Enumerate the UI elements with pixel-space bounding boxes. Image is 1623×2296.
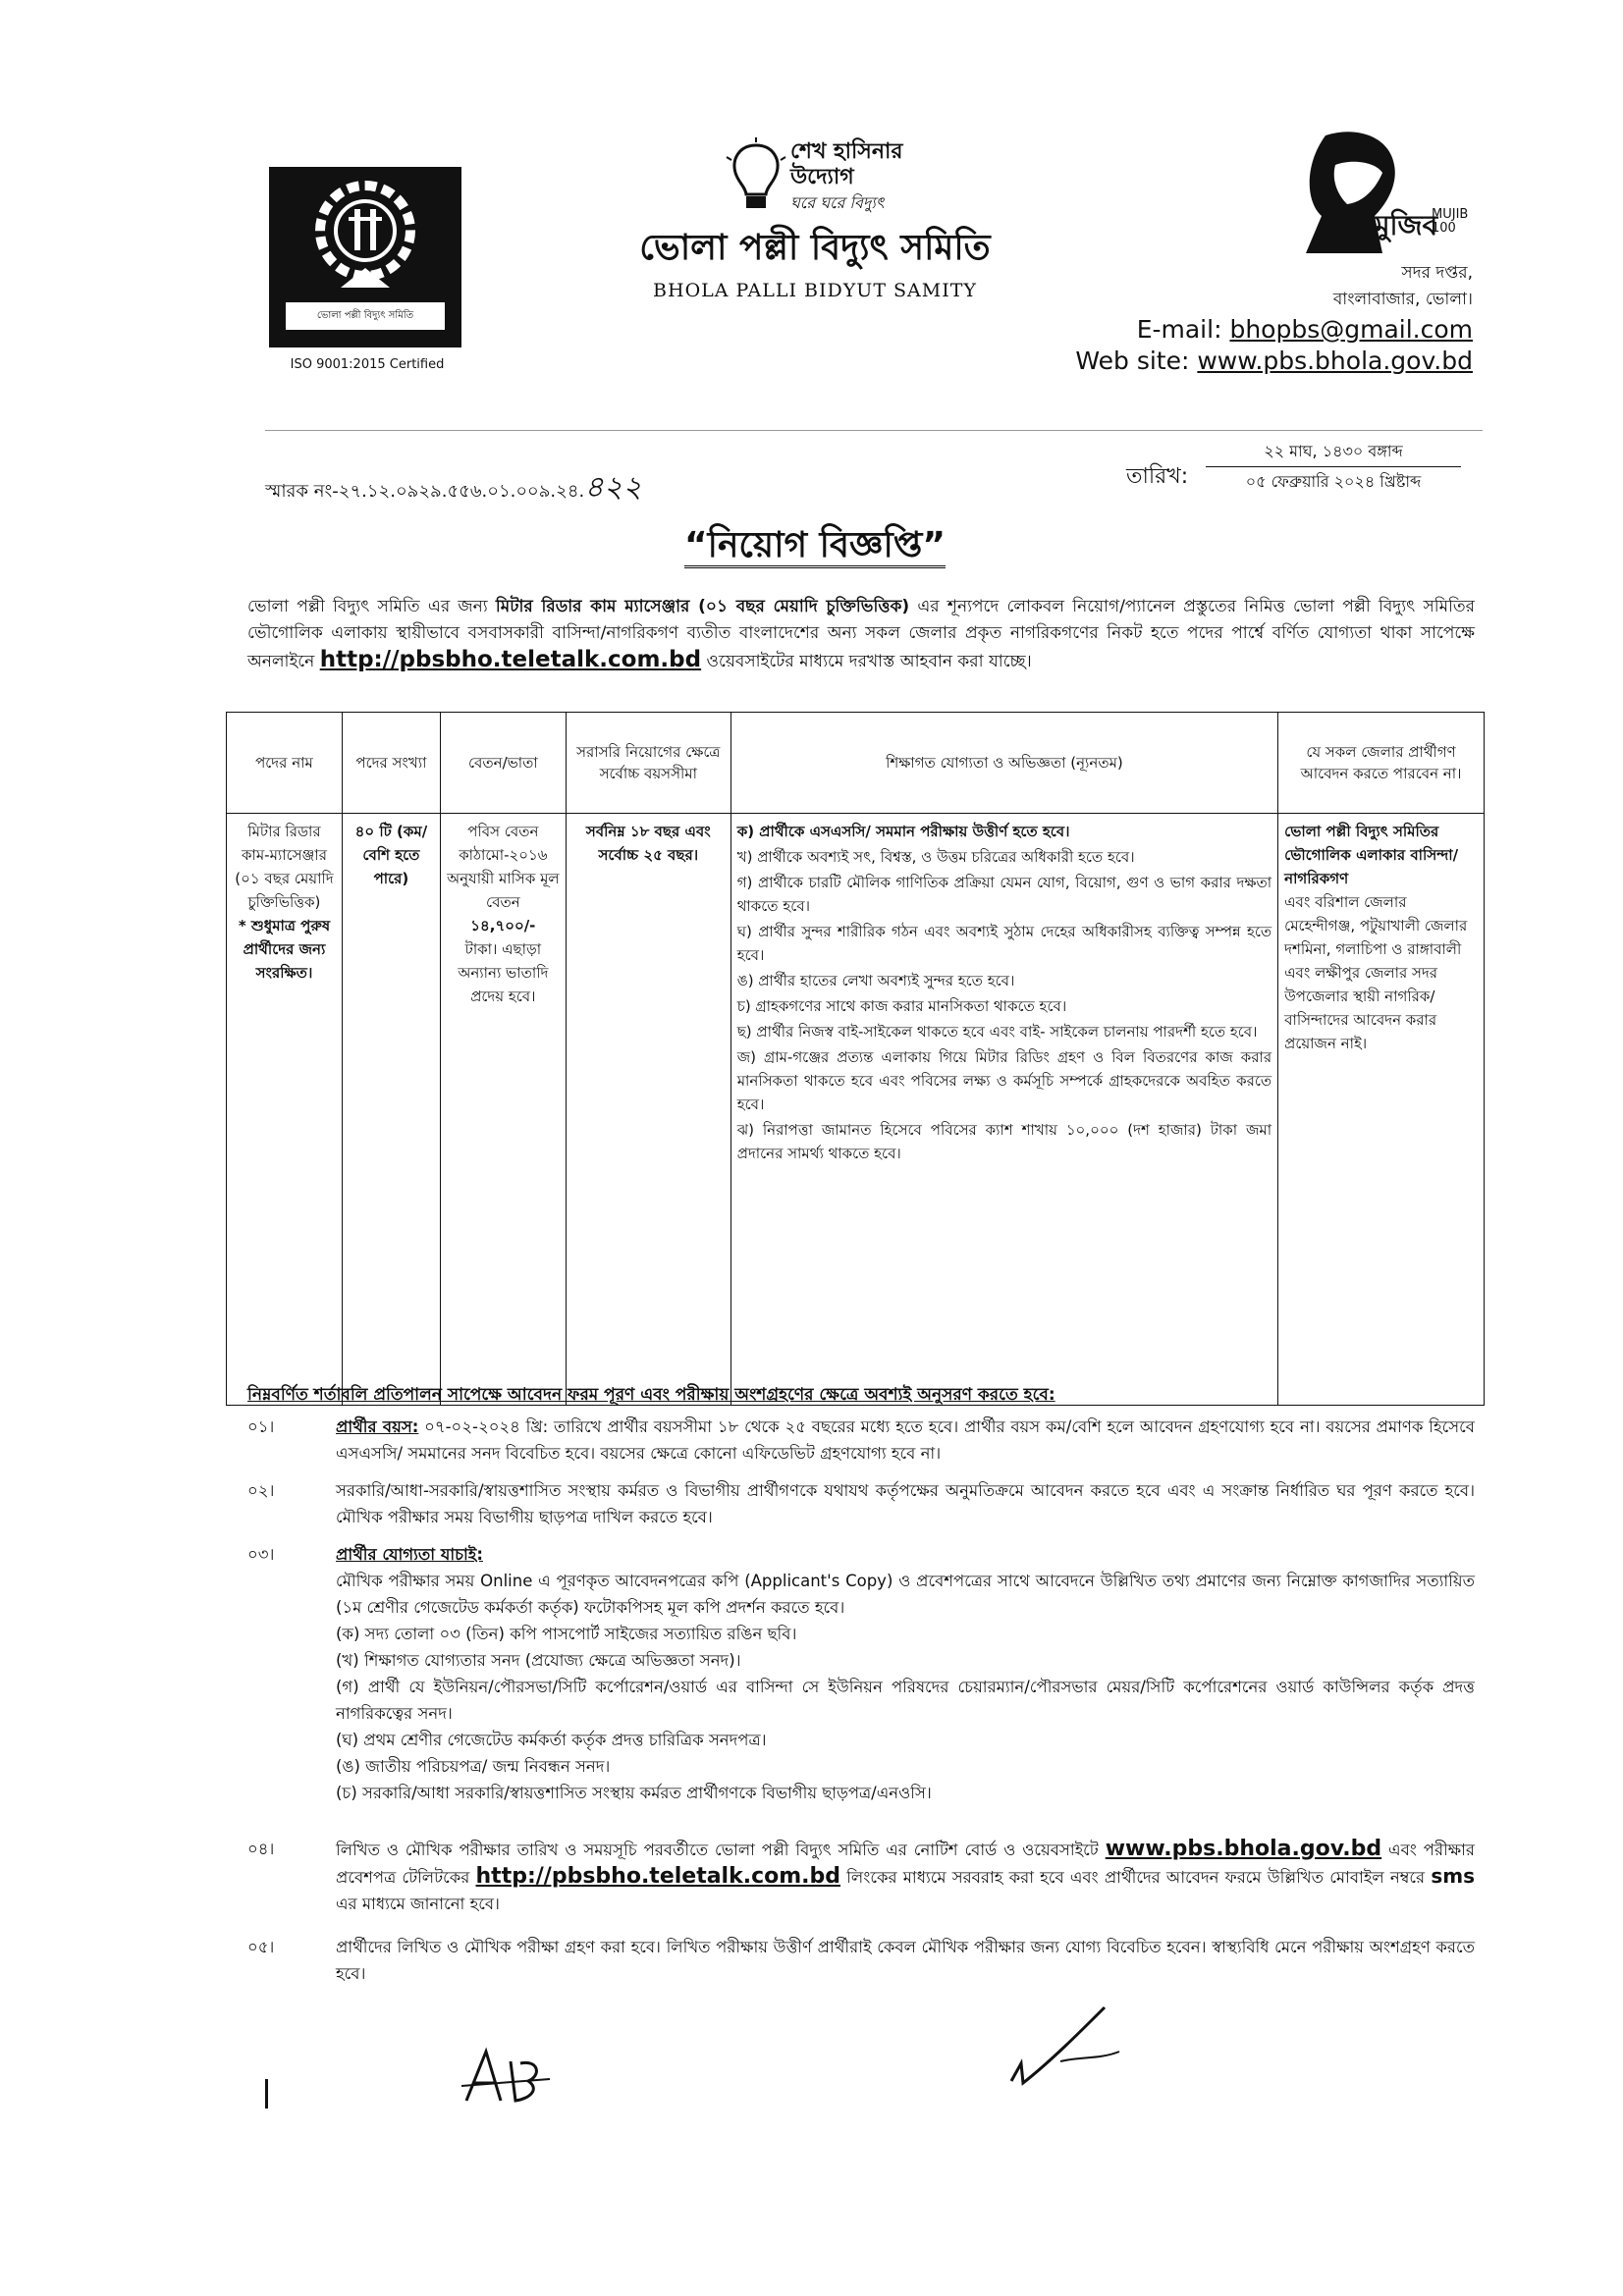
date-bangla: ২২ মাঘ, ১৪৩০ বঙ্গাব্দ [1264,442,1403,460]
organization-name-bangla: ভোলা পল্লী বিদ্যুৎ সমিতি [639,228,991,268]
intro-paragraph [247,594,1475,675]
post-name: মিটার রিডার কাম-ম্যাসেঞ্জার (০১ বছর মেয়াদি চুক্তিভিত্তিক) [235,823,334,911]
intro-part-2: এর শূন্যপদে লোকবল নিয়োগ/প্যানেল প্রস্তুতের নিমিত্ত ভোলা পল্লী বিদ্যুৎ সমিতির ভৌগোলিক এলাকায় স্থায়ীভাবে বসবাসকারী বাসিন্দা/নাগরিকগণ ব্যতীত বাংলাদেশের অন্য সকল জেলার প্রকৃত নাগরিকগণের নিকট হতে পদের পার্শ্বে বর্ণিত যোগ্যতা থাকা সাপেক্ষে অনলাইনে [247,597,1475,671]
cell-post-count: ৪০ টি (কম/বেশি হতে পারে) [342,814,440,1406]
list-item: ঙ) প্রার্থীর হাতের লেখা অবশ্যই সুন্দর হতে হবে। [736,972,1015,989]
excluded-primary: ভোলা পল্লী বিদ্যুৎ সমিতির ভৌগোলিক এলাকার বাসিন্দা/নাগরিকগণ [1284,823,1459,887]
header-salary: বেতন/ভাতা [440,713,566,814]
mujib-100-text: MUJIB 100 [1432,207,1469,236]
condition-4 [247,1836,1475,1917]
iso-certification: ISO 9001:2015 Certified [290,357,445,372]
date-label: তারিখ: [1126,464,1189,489]
cell-excluded-districts [1278,814,1485,1406]
table-row [227,814,1485,1406]
condition-text: এবং পরীক্ষার প্রবেশপত্র টেলিটকের [336,1841,1475,1887]
contact-block [1011,314,1473,377]
light-bulb-icon [722,137,790,216]
table-header-row [227,713,1485,814]
website-label: Web site: [1075,347,1190,375]
condition-2 [247,1477,1475,1530]
condition-text: লিখিত ও মৌখিক পরীক্ষার তারিখ ও সময়সূচি পরবর্তীতে ভোলা পল্লী বিদ্যুৎ সমিতি এর নোটিশ বোর্ড ও ওয়েবসাইটে [336,1841,1106,1859]
header-post-name: পদের নাম [227,713,343,814]
condition-5 [247,1934,1475,1987]
header-excluded-districts: যে সকল জেলার প্রার্থীগণ আবেদন করতে পারবেন না। [1278,713,1485,814]
cell-salary [440,814,566,1406]
header-divider [265,430,1483,431]
header-post-count: পদের সংখ্যা [342,713,440,814]
organization-name-english: BHOLA PALLI BIDYUT SAMITY [653,280,977,301]
memo-handwritten-number: ৪২২ [584,470,642,505]
email-link[interactable]: bhopbs@gmail.com [1229,315,1473,344]
condition-number: ০২। [247,1481,275,1500]
condition-text: এর মাধ্যমে জানানো হবে। [336,1895,500,1913]
condition-text: লিংকের মাধ্যমে সরবরাহ করা হবে এবং প্রার্থীদের আবেদন ফরমে উল্লিখিত মোবাইল নম্বরে [840,1868,1432,1887]
organization-logo [269,167,461,347]
intro-part-3: ওয়েবসাইটের মাধ্যমে দরখাস্ত আহবান করা যাচ্ছে। [701,652,1032,671]
hq-line-2: বাংলাবাজার, ভোলা। [1332,290,1473,309]
list-item: (গ) প্রার্থী যে ইউনিয়ন/পৌরসভা/সিটি কর্পোরেশন/ওয়ার্ড এর বাসিন্দা সে ইউনিয়ন পরিষদের চেয়ারম্যান/পৌরসভার মেয়র/সিটি কর্পোরেশনের ওয়ার্ড কাউন্সিলর কর্তৃক প্রদত্ত নাগরিকত্বের সনদ। [336,1678,1475,1723]
condition-text: ০৭-০২-২০২৪ খ্রি: তারিখে প্রার্থীর বয়সসীমা ১৮ থেকে ২৫ বছরের মধ্যে হতে হবে। প্রার্থীর বয়স কম/বেশি হলে আবেদন গ্রহণযোগ্য হবে না। বয়সের প্রমাণক হিসেবে এসএসসি/ সমমানের সনদ বিবেচিত হবে। বয়সের ক্ষেত্রে কোনো এফিডেভিট গ্রহণযোগ্য হবে না। [336,1417,1475,1463]
slogan-line-3: ঘরে ঘরে বিদ্যুৎ [790,193,885,212]
date-english: ০৫ ফেব্রুয়ারি ২০২৪ খ্রিষ্টাব্দ [1206,466,1461,497]
gear-tower-icon [272,170,459,302]
mujib-100-emblem [1267,126,1483,258]
mujib-text: মুজিব [1375,209,1438,241]
list-item: (চ) সরকারি/আধা সরকারি/স্বায়ত্তশাসিত সংস্থায় কর্মরত প্রার্থীগণকে বিভাগীয় ছাড়পত্র/এনওসি। [336,1784,932,1802]
list-item: (ঙ) জাতীয় পরিচয়পত্র/ জন্ম নিবন্ধন সনদ। [336,1757,611,1776]
condition-3 [247,1541,1475,1806]
list-item: খ) প্রার্থীকে অবশ্যই সৎ, বিশ্বস্ত, ও উত্তম চরিত্রের অধিকারী হতে হবে। [736,848,1135,866]
memo-prefix: স্মারক নং-২৭.১২.০৯২৯.৫৫৬.০১.০০৯.২৪. [265,481,585,502]
slogan-block [722,137,1075,216]
condition-number: ০৩। [247,1545,275,1564]
condition-number: ০৪। [247,1840,275,1858]
condition-text: সরকারি/আধা-সরকারি/স্বায়ত্তশাসিত সংস্থায় কর্মরত ও বিভাগীয় প্রার্থীগণকে যথাযথ কর্তৃপক্ষের অনুমতিক্রমে আবেদন করতে হবে এবং এ সংক্রান্ত নির্ধারিত ঘর পূরণ করতে হবে। মৌখিক পরীক্ষার সময় বিভাগীয় ছাড়পত্র দাখিল করতে হবে। [336,1481,1475,1526]
header-age-limit: সরাসরি নিয়োগের ক্ষেত্রে সর্বোচ্চ বয়সসীমা [566,713,730,814]
condition-label: প্রার্থীর বয়স: [336,1417,419,1436]
list-item: ঘ) প্রার্থীর সুন্দর শারীরিক গঠন এবং অবশ্যই সুঠাম দেহের অধিকারীসহ ব্যক্তিত্ব সম্পন্ন হতে হবে। [736,923,1272,964]
post-note: * শুধুমাত্র পুরুষ প্রার্থীদের জন্য সংরক্ষিত। [238,917,331,982]
salary-text: পবিস বেতন কাঠামো-২০১৬ অনুযায়ী মাসিক মূল বেতন [447,823,560,911]
teletalk-link[interactable]: http://pbsbho.teletalk.com.bd [475,1864,841,1889]
application-url-link[interactable]: http://pbsbho.teletalk.com.bd [319,647,702,672]
cell-post-name [227,814,343,1406]
memo-number [265,463,642,513]
intro-position: মিটার রিডার কাম ম্যাসেঞ্জার (০১ বছর মেয়াদি চুক্তিভিত্তিক) [495,597,910,616]
salary-rest: টাকা। এছাড়া অন্যান্য ভাতাদি প্রদেয় হবে। [458,940,549,1005]
sms-text: sms [1431,1864,1475,1888]
qualification-list [737,820,1271,1165]
list-item: ঝ) নিরাপত্তা জামানত হিসেবে পবিসের ক্যাশ শাখায় ১০,০০০ (দশ হাজার) টাকা জমা প্রদানের সামর্থ্য থাকতে হবে। [736,1121,1272,1162]
condition-text: মৌখিক পরীক্ষার সময় Online এ পূরণকৃত আবেদনপত্রের কপি (Applicant's Copy) ও প্রবেশপত্রের সাথে আবেদনে উল্লিখিত তথ্য প্রমাণের জন্য নিম্নোক্ত কাগজাদির সত্যায়িত (১ম শ্রেণীর গেজেটেড কর্মকর্তা কর্তৃক) ফটোকপিসহ মূল কপি প্রদর্শন করতে হবে। [336,1572,1475,1617]
officer-signature [992,2002,1129,2110]
notice-title-text: “নিয়োগ বিজ্ঞপ্তি” [684,525,946,568]
salary-amount: ১৪,৭০০/- [470,917,536,934]
list-item: জ) গ্রাম-গঞ্জের প্রত্যন্ত এলাকায় গিয়ে মিটার রিডিং গ্রহণ ও বিল বিতরণের কাজ করার মানসিকতা থাকতে হবে এবং পবিসের লক্ষ্য ও কর্মসূচি সম্পর্কে গ্রাহকদেরকে অবহিত করতে হবে। [736,1048,1272,1113]
website-link[interactable]: www.pbs.bhola.gov.bd [1105,1837,1382,1861]
initials-signature [461,2042,569,2110]
email-label: E-mail: [1136,315,1222,344]
head-office-address [1227,260,1473,313]
list-item: ছ) প্রার্থীর নিজস্ব বাই-সাইকেল থাকতে হবে এবং বাই- সাইকেল চালনায় পারদর্শী হতে হবে। [736,1023,1258,1041]
slogan-line-2: উদ্যোগ [790,165,854,189]
excluded-rest: এবং বরিশাল জেলার মেহেন্দীগঞ্জ, পটুয়াখালী জেলার দশমিনা, গলাচিপা ও রাঙ্গাবালী এবং লক্ষীপুর জেলার সদর উপজেলার স্থায়ী নাগরিক/বাসিন্দাদের আবেদন করার প্রয়োজন নাই। [1284,893,1468,1052]
cell-qualifications [730,814,1277,1406]
required-documents-list [336,1621,1475,1806]
condition-text: প্রার্থীদের লিখিত ও মৌখিক পরীক্ষা গ্রহণ করা হবে। লিখিত পরীক্ষায় উত্তীর্ণ প্রার্থীরাই কেবল মৌখিক পরীক্ষার জন্য যোগ্য বিবেচিত হবেন। স্বাস্থ্যবিধি মেনে পরীক্ষায় অংশগ্রহণ করতে হবে। [336,1938,1475,1983]
list-item: (খ) শিক্ষাগত যোগ্যতার সনদ (প্রযোজ্য ক্ষেত্রে অভিজ্ঞতা সনদ)। [336,1651,741,1670]
logo-caption: ভোলা পল্লী বিদ্যুৎ সমিতি [286,302,445,330]
condition-number: ০১। [247,1417,275,1436]
list-item: (ক) সদ্য তোলা ০৩ (তিন) কপি পাসপোর্ট সাইজের সত্যায়িত রঙিন ছবি। [336,1625,797,1643]
notice-title [589,518,1041,577]
date-block [1206,437,1461,497]
list-item: (ঘ) প্রথম শ্রেণীর গেজেটেড কর্মকর্তা কর্তৃক প্রদত্ত চারিত্রিক সনদপত্র। [336,1731,767,1749]
margin-mark [265,2079,274,2109]
website-link[interactable]: www.pbs.bhola.gov.bd [1197,347,1473,375]
condition-label: প্রার্থীর যোগ্যতা যাচাই: [336,1545,483,1564]
header-qualifications: শিক্ষাগত যোগ্যতা ও অভিজ্ঞতা (ন্যূনতম) [730,713,1277,814]
list-item: গ) প্রার্থীকে চারটি মৌলিক গাণিতিক প্রক্রিয়া যেমন যোগ, বিয়োগ, গুণ ও ভাগ করার দক্ষতা থাকতে হবে। [736,874,1272,915]
intro-part-1: ভোলা পল্লী বিদ্যুৎ সমিতি এর জন্য [247,597,496,616]
condition-number: ০৫। [247,1938,275,1956]
conditions-heading: নিম্নবর্ণিত শর্তাবলি প্রতিপালন সাপেক্ষে আবেদন ফরম পূরণ এবং পরীক্ষায় অংশগ্রহণের ক্ষেত্রে অবশ্যই অনুসরণ করতে হবে: [247,1385,1055,1405]
list-item: ক) প্রার্থীকে এসএসসি/ সমমান পরীক্ষায় উত্তীর্ণ হতে হবে। [736,823,1070,840]
slogan-line-1: শেখ হাসিনার [790,139,903,164]
job-details-table [226,712,1485,1406]
cell-age-limit: সর্বনিম্ন ১৮ বছর এবং সর্বোচ্চ ২৫ বছর। [566,814,730,1406]
condition-1 [247,1414,1475,1467]
list-item: চ) গ্রাহকগণের সাথে কাজ করার মানসিকতা থাকতে হবে। [736,997,1067,1015]
hq-line-1: সদর দপ্তর, [1401,263,1473,283]
